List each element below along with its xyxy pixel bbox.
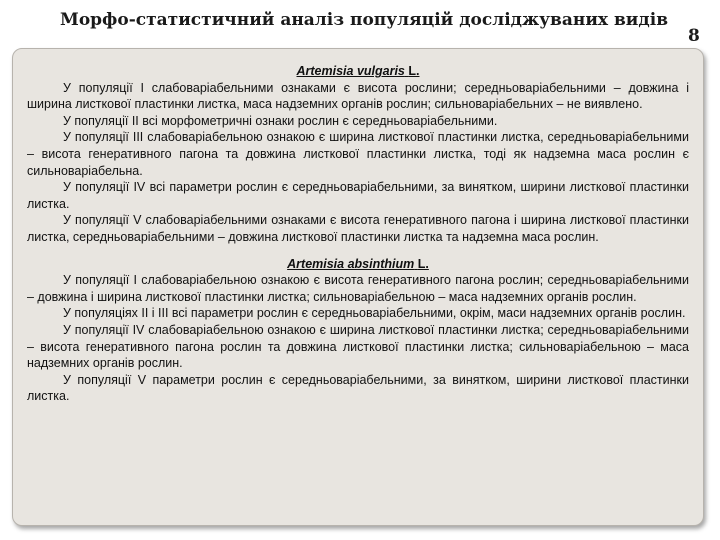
paragraph: У популяції І слабоваріабельною ознакою є висота генеративного пагона рослин; середньоваріабельними – довжина і ширина листкової пластинки листка; сильноваріабельною – маса надземних органів рослин. [27, 273, 689, 304]
paragraph: У популяції ІІ всі морфометричні ознаки рослин є середньоваріабельними. [63, 113, 498, 128]
species-author: L. [408, 64, 420, 78]
paragraph: У популяції І слабоваріабельними ознаками є висота рослини; середньоваріабельними – довжина і ширина листкової пластинки листка, маса надземних органів рослин; сильноваріабельних – не виявлено. [27, 80, 689, 112]
paragraph: У популяції ІІІ слабоваріабельною ознакою є ширина листкової пластинки листка, середньоваріабельними – висота генеративного пагона та довжина листкової пластинки листка, тоді як надземна маса рослин є сильноваріабельна. [27, 130, 689, 178]
species-name: Artemisia vulgaris [296, 64, 405, 78]
paragraph: У популяції V параметри рослин є середньоваріабельними, за винятком, ширини листкової пластинки листка. [27, 372, 689, 404]
paragraph: У популяції IV слабоваріабельною ознакою є ширина листкової пластинки листка; середньоваріабельними – висота генеративного пагона рослин та довжина листкової пластинки листка; сильноваріабельною – маса надземних органів рослин. [27, 322, 689, 371]
page-number: 8 [688, 26, 700, 46]
species-name: Artemisia absinthium [287, 256, 415, 271]
paragraph: У популяції V слабоваріабельними ознаками є висота генеративного пагона і ширина листкової пластинки листка, середньоваріабельними – довжина листкової пластинки листка та надземна маса рослин. [27, 213, 689, 244]
content-panel [12, 48, 704, 526]
species-author: L. [417, 256, 429, 271]
paragraph: У популяції IV всі параметри рослин є середньоваріабельними, за винятком, ширини листкової пластинки листка. [27, 180, 689, 211]
section-heading [27, 63, 689, 80]
section-artemisia-absinthium [27, 256, 689, 405]
section-artemisia-vulgaris [27, 63, 689, 246]
page-title: Морфо-статистичний аналіз популяцій досліджуваних видів [60, 10, 669, 30]
paragraph: У популяціях ІІ і ІІІ всі параметри рослин є середньоваріабельними, окрім, маси надземних органів рослин. [63, 306, 686, 321]
section-heading [27, 256, 689, 273]
